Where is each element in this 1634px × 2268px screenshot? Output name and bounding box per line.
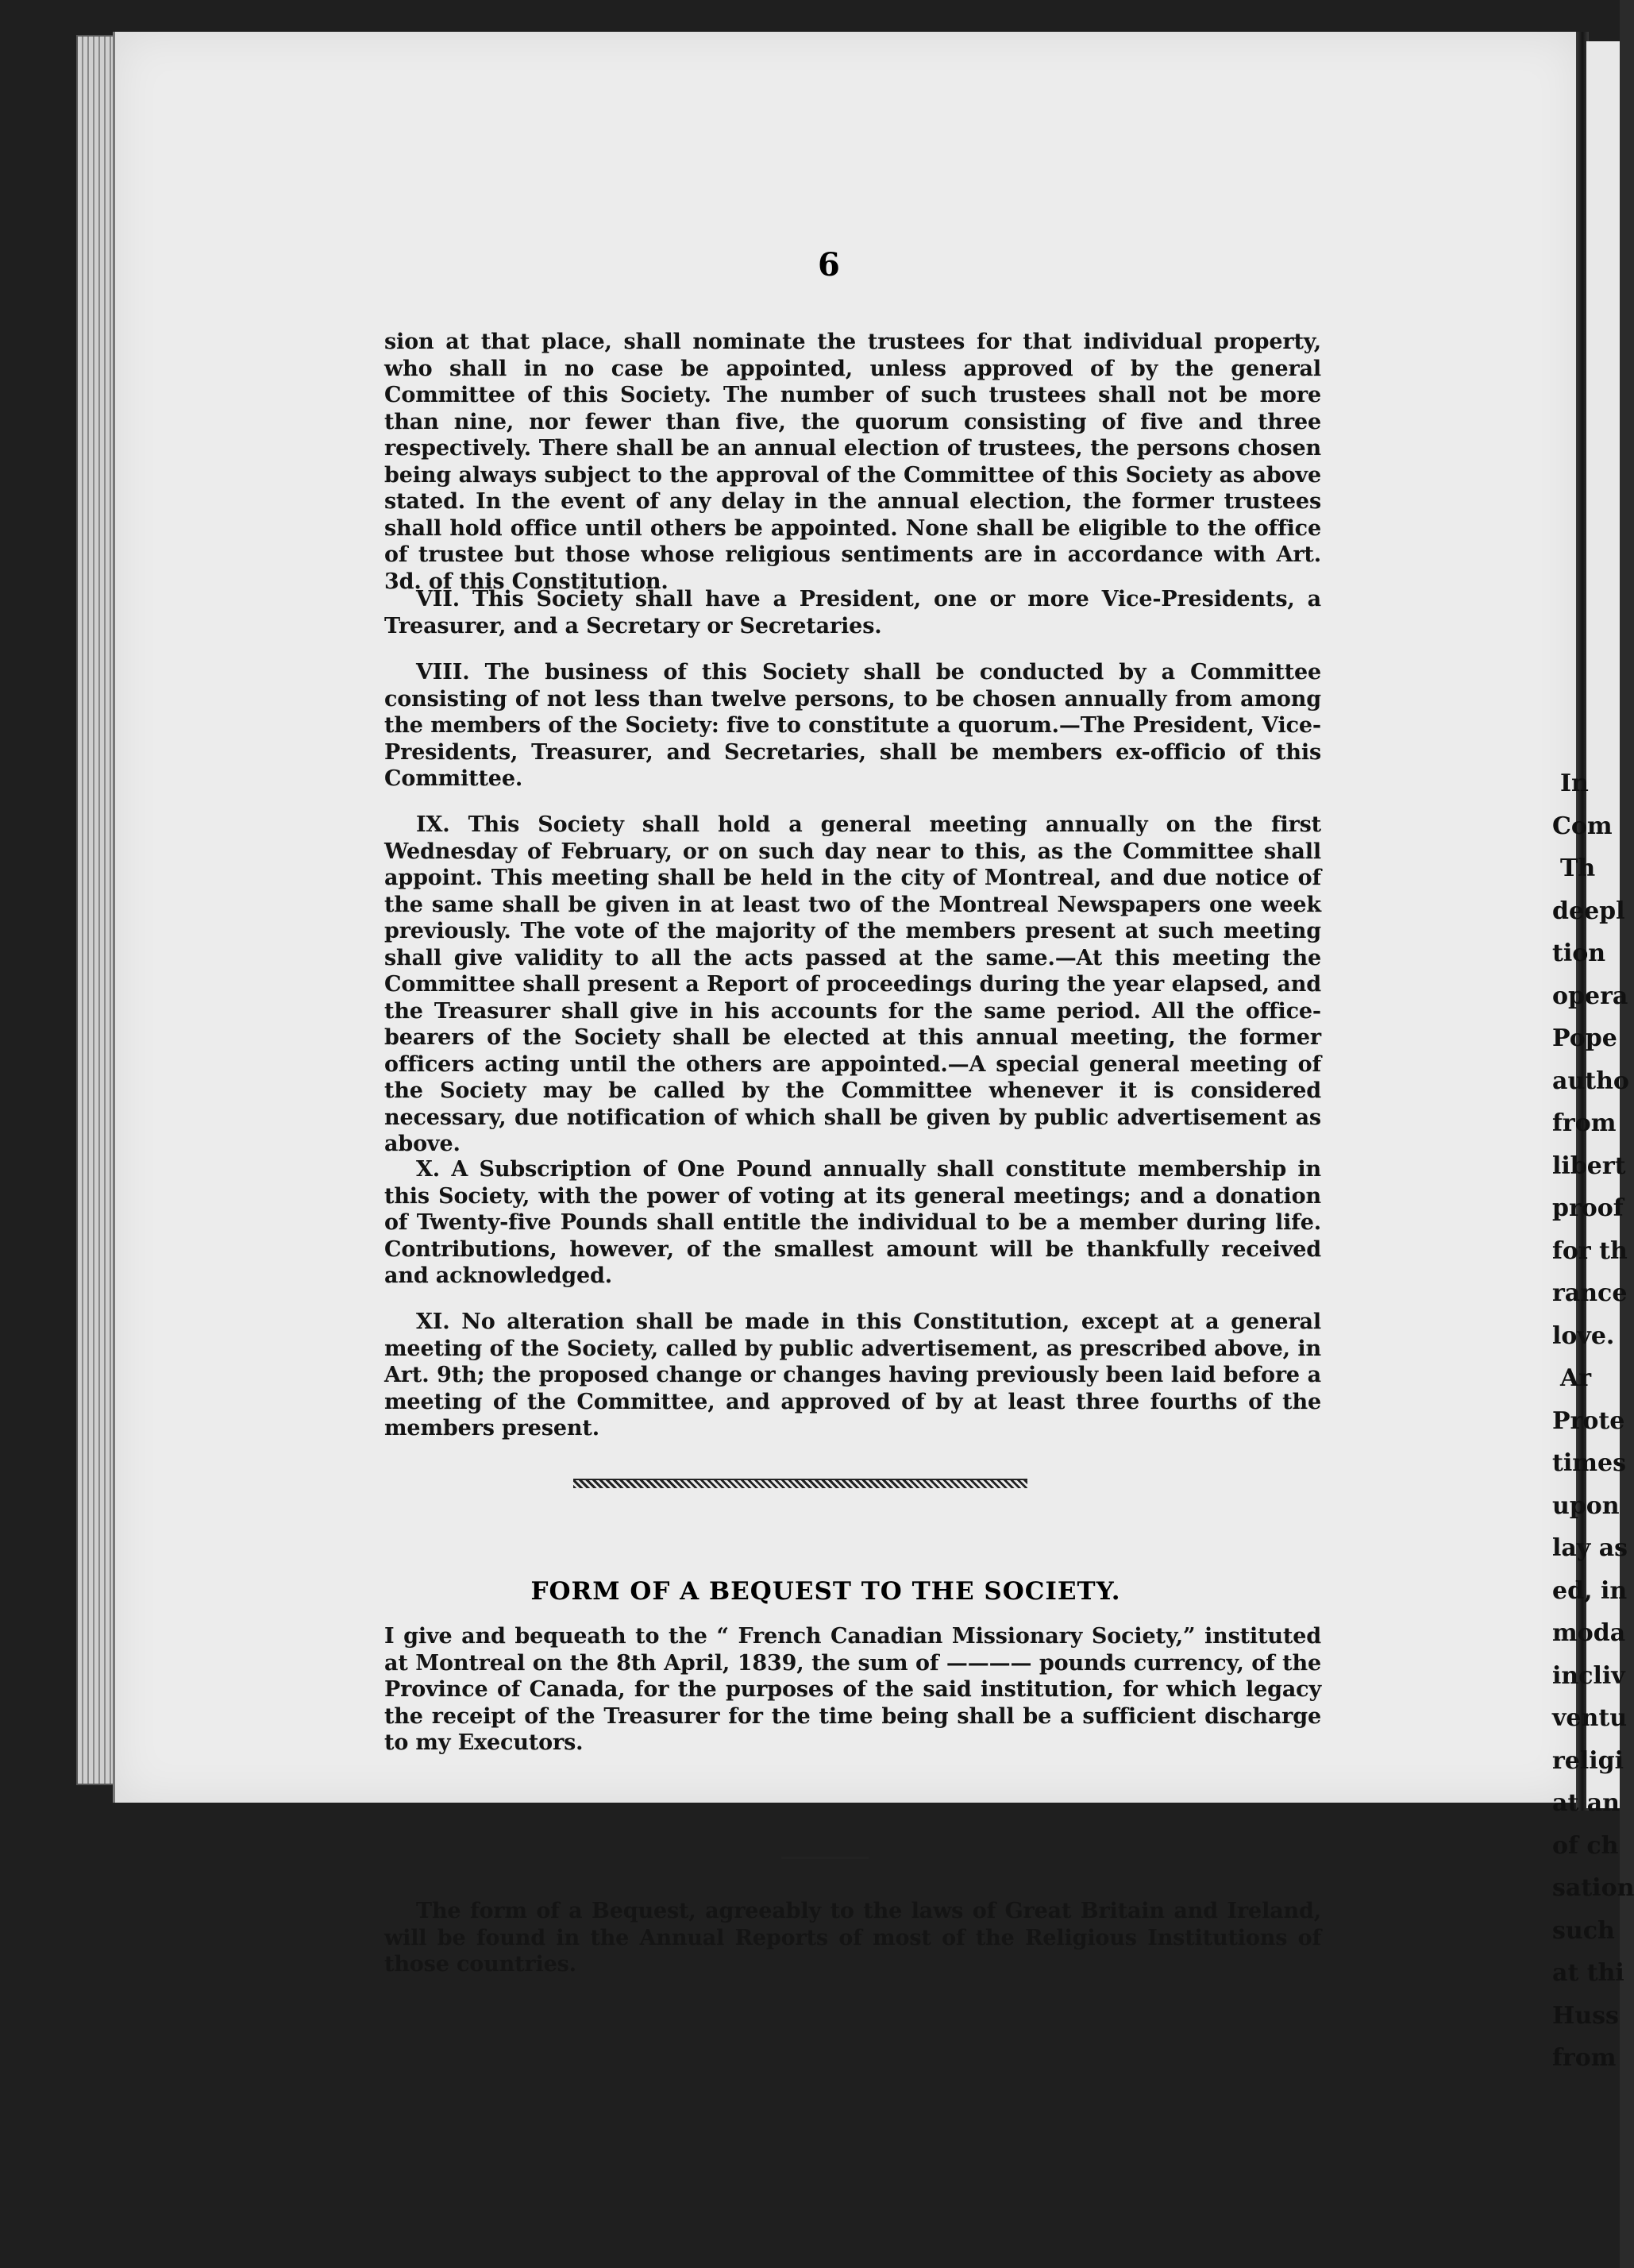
fragment: such [1552, 1916, 1615, 1945]
fragment: love. [1552, 1321, 1615, 1350]
fragment: moda [1552, 1619, 1626, 1647]
fragment: religi [1552, 1746, 1624, 1775]
fragment: Huss [1552, 2001, 1619, 2030]
fragment: of ch [1552, 1831, 1619, 1860]
fragment: Com [1552, 812, 1613, 840]
bequest-text: I give and bequeath to the “ French Canadian Missionary Society,” instituted at Montreal on the 8th April, 1839, the sum of ———— pounds currency, of the Province of Canada, for the purposes of the said institution, for which legacy the receipt of the Treasurer for the time being shall be a sufficient discharge to my Executors. [384, 1624, 1321, 1755]
fragment: sation [1552, 1874, 1634, 1902]
fragment: from [1552, 1109, 1617, 1137]
article-ix: IX. This Society shall hold a general meeting annually on the first Wednesday of February, or on such day near to this, as the Committee shall appoint. This meeting shall be held in the city of Montreal, and due notice of the same shall be given in at least two of the Montreal Newspapers one week previously. The vote of the majority of the members present at such meeting shall give validity to all the acts passed at the same.—At this meeting the Committee shall present a Report of proceedings during the year elapsed, and the Treasurer shall give in his accounts for the same period. All the office-bearers of the Society shall be elected at this annual meeting, the former officers acting until the others are appointed.—A special general meeting of the Society may be called by the Committee whenever it is considered necessary, due notification of which shall be given by public advertisement as above. [384, 812, 1321, 1156]
fragment: at thi [1552, 1959, 1624, 1987]
fragment: at an [1552, 1789, 1620, 1817]
fragment: tion [1552, 939, 1606, 967]
fragment: Prote [1552, 1406, 1625, 1435]
fragment: Ar [1560, 1364, 1592, 1392]
fragment: deepl [1552, 897, 1625, 925]
fragment: libert [1552, 1151, 1626, 1180]
fragment: Pope [1552, 1024, 1617, 1052]
fragment: ventu [1552, 1704, 1627, 1732]
facing-page-fragments [1552, 762, 1634, 2080]
fragment: ed, in [1552, 1576, 1628, 1605]
article-vii: VII. This Society shall have a President, one or more Vice-Presidents, a Treasurer, and a Secretary or Secretaries. [384, 587, 1321, 638]
fragment: opera [1552, 982, 1628, 1010]
fragment: Th [1560, 854, 1596, 882]
short-rule [781, 1857, 869, 1859]
footer-note: The form of a Bequest, agreeably to the laws of Great Britain and Ireland, will be found in the Annual Reports of most of the Religious Institutions of those countries. [384, 1899, 1321, 1977]
bequest-title: FORM OF A BEQUEST TO THE SOCIETY. [530, 1577, 1121, 1606]
page-number: 6 [818, 246, 840, 284]
fragment: from [1552, 2044, 1617, 2072]
fragment: lay as [1552, 1534, 1628, 1562]
decorative-rule [573, 1479, 1027, 1488]
fragment: proof [1552, 1194, 1624, 1222]
article-viii: VIII. The business of this Society shall be conducted by a Committee consisting of not less than twelve persons, to be chosen annually from among the members of the Society: five to constitute a quorum.—The President, Vice-Presidents, Treasurer, and Secretaries, shall be members ex-officio of this Committee. [384, 660, 1321, 791]
fragment: upon [1552, 1491, 1620, 1520]
fragment: times [1552, 1449, 1626, 1477]
fragment: rance [1552, 1279, 1628, 1307]
fragment: incliv [1552, 1661, 1625, 1690]
fragment: for th [1552, 1236, 1628, 1265]
article-x: X. A Subscription of One Pound annually shall constitute membership in this Society, with the power of voting at its general meetings; and a donation of Twenty-five Pounds shall entitle the individual to be a member during life. Contributions, however, of the smallest amount will be thankfully received and acknowledged. [384, 1157, 1321, 1288]
fragment: autho [1552, 1066, 1629, 1095]
article-xi: XI. No alteration shall be made in this Constitution, except at a general meeting of the Society, called by public advertisement, as prescribed above, in Art. 9th; the proposed change or changes having previously been laid before a meeting of the Committee, and approved of by at least three fourths of the members present. [384, 1310, 1321, 1441]
paragraph-trustees: sion at that place, shall nominate the trustees for that individual property, who shall in no case be appointed, unless approved of by the general Committee of this Society. The number of such trustees shall not be more than nine, nor fewer than five, the quorum consisting of five and three respectively. There shall be an annual election of trustees, the persons chosen being always subject to the approval of the Committee of this Society as above stated. In the event of any delay in the annual election, the former trustees shall hold office until others be appointed. None shall be eligible to the office of trustee but those whose religious sentiments are in accordance with Art. 3d. of this Constitution. [384, 330, 1321, 594]
fragment: In [1560, 770, 1589, 797]
